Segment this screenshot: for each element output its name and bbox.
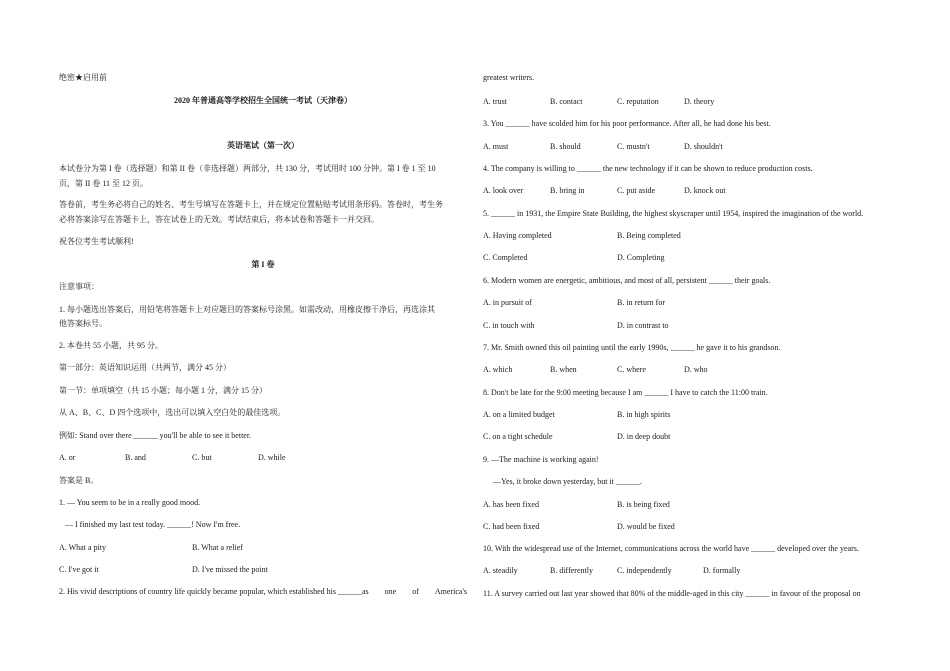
option: A. look over xyxy=(483,186,524,195)
option: B. differently xyxy=(550,566,593,575)
question-stem: 9. —The machine is working again! xyxy=(483,455,599,464)
option: C. reputation xyxy=(617,97,659,106)
question-stem: 1. — You seem to be in a really good mood. xyxy=(59,498,201,507)
option: B. and xyxy=(125,453,146,462)
question-stem: greatest writers. xyxy=(483,73,535,82)
option: D. Completing xyxy=(617,253,665,262)
option: B. Being completed xyxy=(617,231,681,240)
option: C. in touch with xyxy=(483,321,535,330)
exam-title: 2020 年普通高等学校招生全国统一考试（天津卷） xyxy=(174,96,352,105)
paper-title: 英语笔试（第一次） xyxy=(227,141,299,150)
volume-title: 第 I 卷 xyxy=(251,260,275,269)
part-heading: 第一部分：英语知识运用（共两节，满分 45 分） xyxy=(59,363,231,372)
example-stem: 例如: Stand over there ______ you'll be able to see it better. xyxy=(59,431,252,440)
option: C. had been fixed xyxy=(483,522,540,531)
section-heading: 第一节：单项填空（共 15 小题；每小题 1 分，满分 15 分） xyxy=(59,386,267,395)
option: A. must xyxy=(483,142,509,151)
option: C. but xyxy=(192,453,212,462)
stem-word: 2. His vivid descriptions of country life quickly became popular, which established his ______as xyxy=(59,587,369,596)
intro-line: 必将答案涂写在答题卡上，答在试卷上的无效。考试结束后，将本试卷和答题卡一并交回。 xyxy=(59,215,379,224)
option: B. in return for xyxy=(617,298,665,307)
note-item: 1. 每小题选出答案后，用铅笔将答题卡上对应题目的答案标号涂黑。如需改动，用橡皮擦干净后，再选涂其 xyxy=(59,305,435,314)
option: A. on a limited budget xyxy=(483,410,555,419)
intro-line: 页，第 II 卷 11 至 12 页。 xyxy=(59,179,149,188)
option: A. steadily xyxy=(483,566,518,575)
option: B. What a relief xyxy=(192,543,243,552)
question-stem: —Yes, it broke down yesterday, but it ______. xyxy=(493,477,642,486)
option: B. when xyxy=(550,365,577,374)
option: C. mustn't xyxy=(617,142,650,151)
instruction: 从 A、B、C、D 四个选项中，选出可以填入空白处的最佳选项。 xyxy=(59,408,286,417)
question-stem: 5. ______ in 1931, the Empire State Building, the highest skyscraper until 1954, inspired the imagination of the world. xyxy=(483,209,864,218)
option: C. on a tight schedule xyxy=(483,432,553,441)
note-item: 他答案标号。 xyxy=(59,319,107,328)
question-stem: 10. With the widespread use of the Internet, communications across the world have ______ developed over the years. xyxy=(483,544,859,553)
option: D. shouldn't xyxy=(684,142,723,151)
option: A. has been fixed xyxy=(483,500,539,509)
option: D. who xyxy=(684,365,708,374)
option: D. I've missed the point xyxy=(192,565,268,574)
question-stem: 4. The company is willing to ______ the new technology if it can be shown to reduce production costs. xyxy=(483,164,813,173)
example-answer: 答案是 B。 xyxy=(59,476,99,485)
option: B. bring in xyxy=(550,186,585,195)
option: A. or xyxy=(59,453,76,462)
secret-mark: 绝密★启用前 xyxy=(59,73,107,82)
question-stem: 7. Mr. Smith owned this oil painting until the early 1990s, ______ he gave it to his grandson. xyxy=(483,343,781,352)
option: C. put aside xyxy=(617,186,655,195)
option: B. should xyxy=(550,142,581,151)
option: C. where xyxy=(617,365,646,374)
note-item: 2. 本卷共 55 小题，共 95 分。 xyxy=(59,341,163,350)
option: A. What a pity xyxy=(59,543,106,552)
option: B. is being fixed xyxy=(617,500,670,509)
stem-word: America's xyxy=(434,587,467,596)
option: D. in deep doubt xyxy=(617,432,671,441)
option: D. in contrast to xyxy=(617,321,669,330)
question-stem: 8. Don't be late for the 9:00 meeting because I am ______ I have to catch the 11:00 train. xyxy=(483,388,768,397)
stem-word: one xyxy=(384,587,397,596)
option: C. Completed xyxy=(483,253,528,262)
option: A. in pursuit of xyxy=(483,298,532,307)
notes-title: 注意事项： xyxy=(59,282,99,291)
option: A. which xyxy=(483,365,513,374)
intro-line: 本试卷分为第 I 卷（选择题）和第 II 卷（非选择题）两部分，共 130 分，考试用时 100 分钟。第 I 卷 1 至 10 xyxy=(59,164,436,173)
option: D. formally xyxy=(703,566,741,575)
option: D. knock out xyxy=(684,186,726,195)
option: D. theory xyxy=(684,97,715,106)
question-stem xyxy=(59,587,467,597)
question-stem: 6. Modern women are energetic, ambitious, and most of all, persistent ______ their goals. xyxy=(483,276,771,285)
question-stem: — I finished my last test today. ______! Now I'm free. xyxy=(65,520,241,529)
option: C. independently xyxy=(617,566,672,575)
intro-line: 答卷前，考生务必将自己的姓名、考生号填写在答题卡上，并在规定位置粘贴考试用条形码。答卷时，考生务 xyxy=(59,200,443,209)
option: A. Having completed xyxy=(483,231,552,240)
option: B. contact xyxy=(550,97,583,106)
option: B. in high spirits xyxy=(617,410,671,419)
question-stem: 3. You ______ have scolded him for his poor performance. After all, he had done his best. xyxy=(483,119,771,128)
question-stem: 11. A survey carried out last year showed that 80% of the middle-aged in this city ______ in favour of the proposal on xyxy=(483,589,861,598)
option: D. while xyxy=(258,453,286,462)
option: C. I've got it xyxy=(59,565,99,574)
option: D. would be fixed xyxy=(617,522,675,531)
option: A. trust xyxy=(483,97,507,106)
wish-text: 祝各位考生考试顺利! xyxy=(59,237,134,246)
stem-word: of xyxy=(412,587,419,596)
